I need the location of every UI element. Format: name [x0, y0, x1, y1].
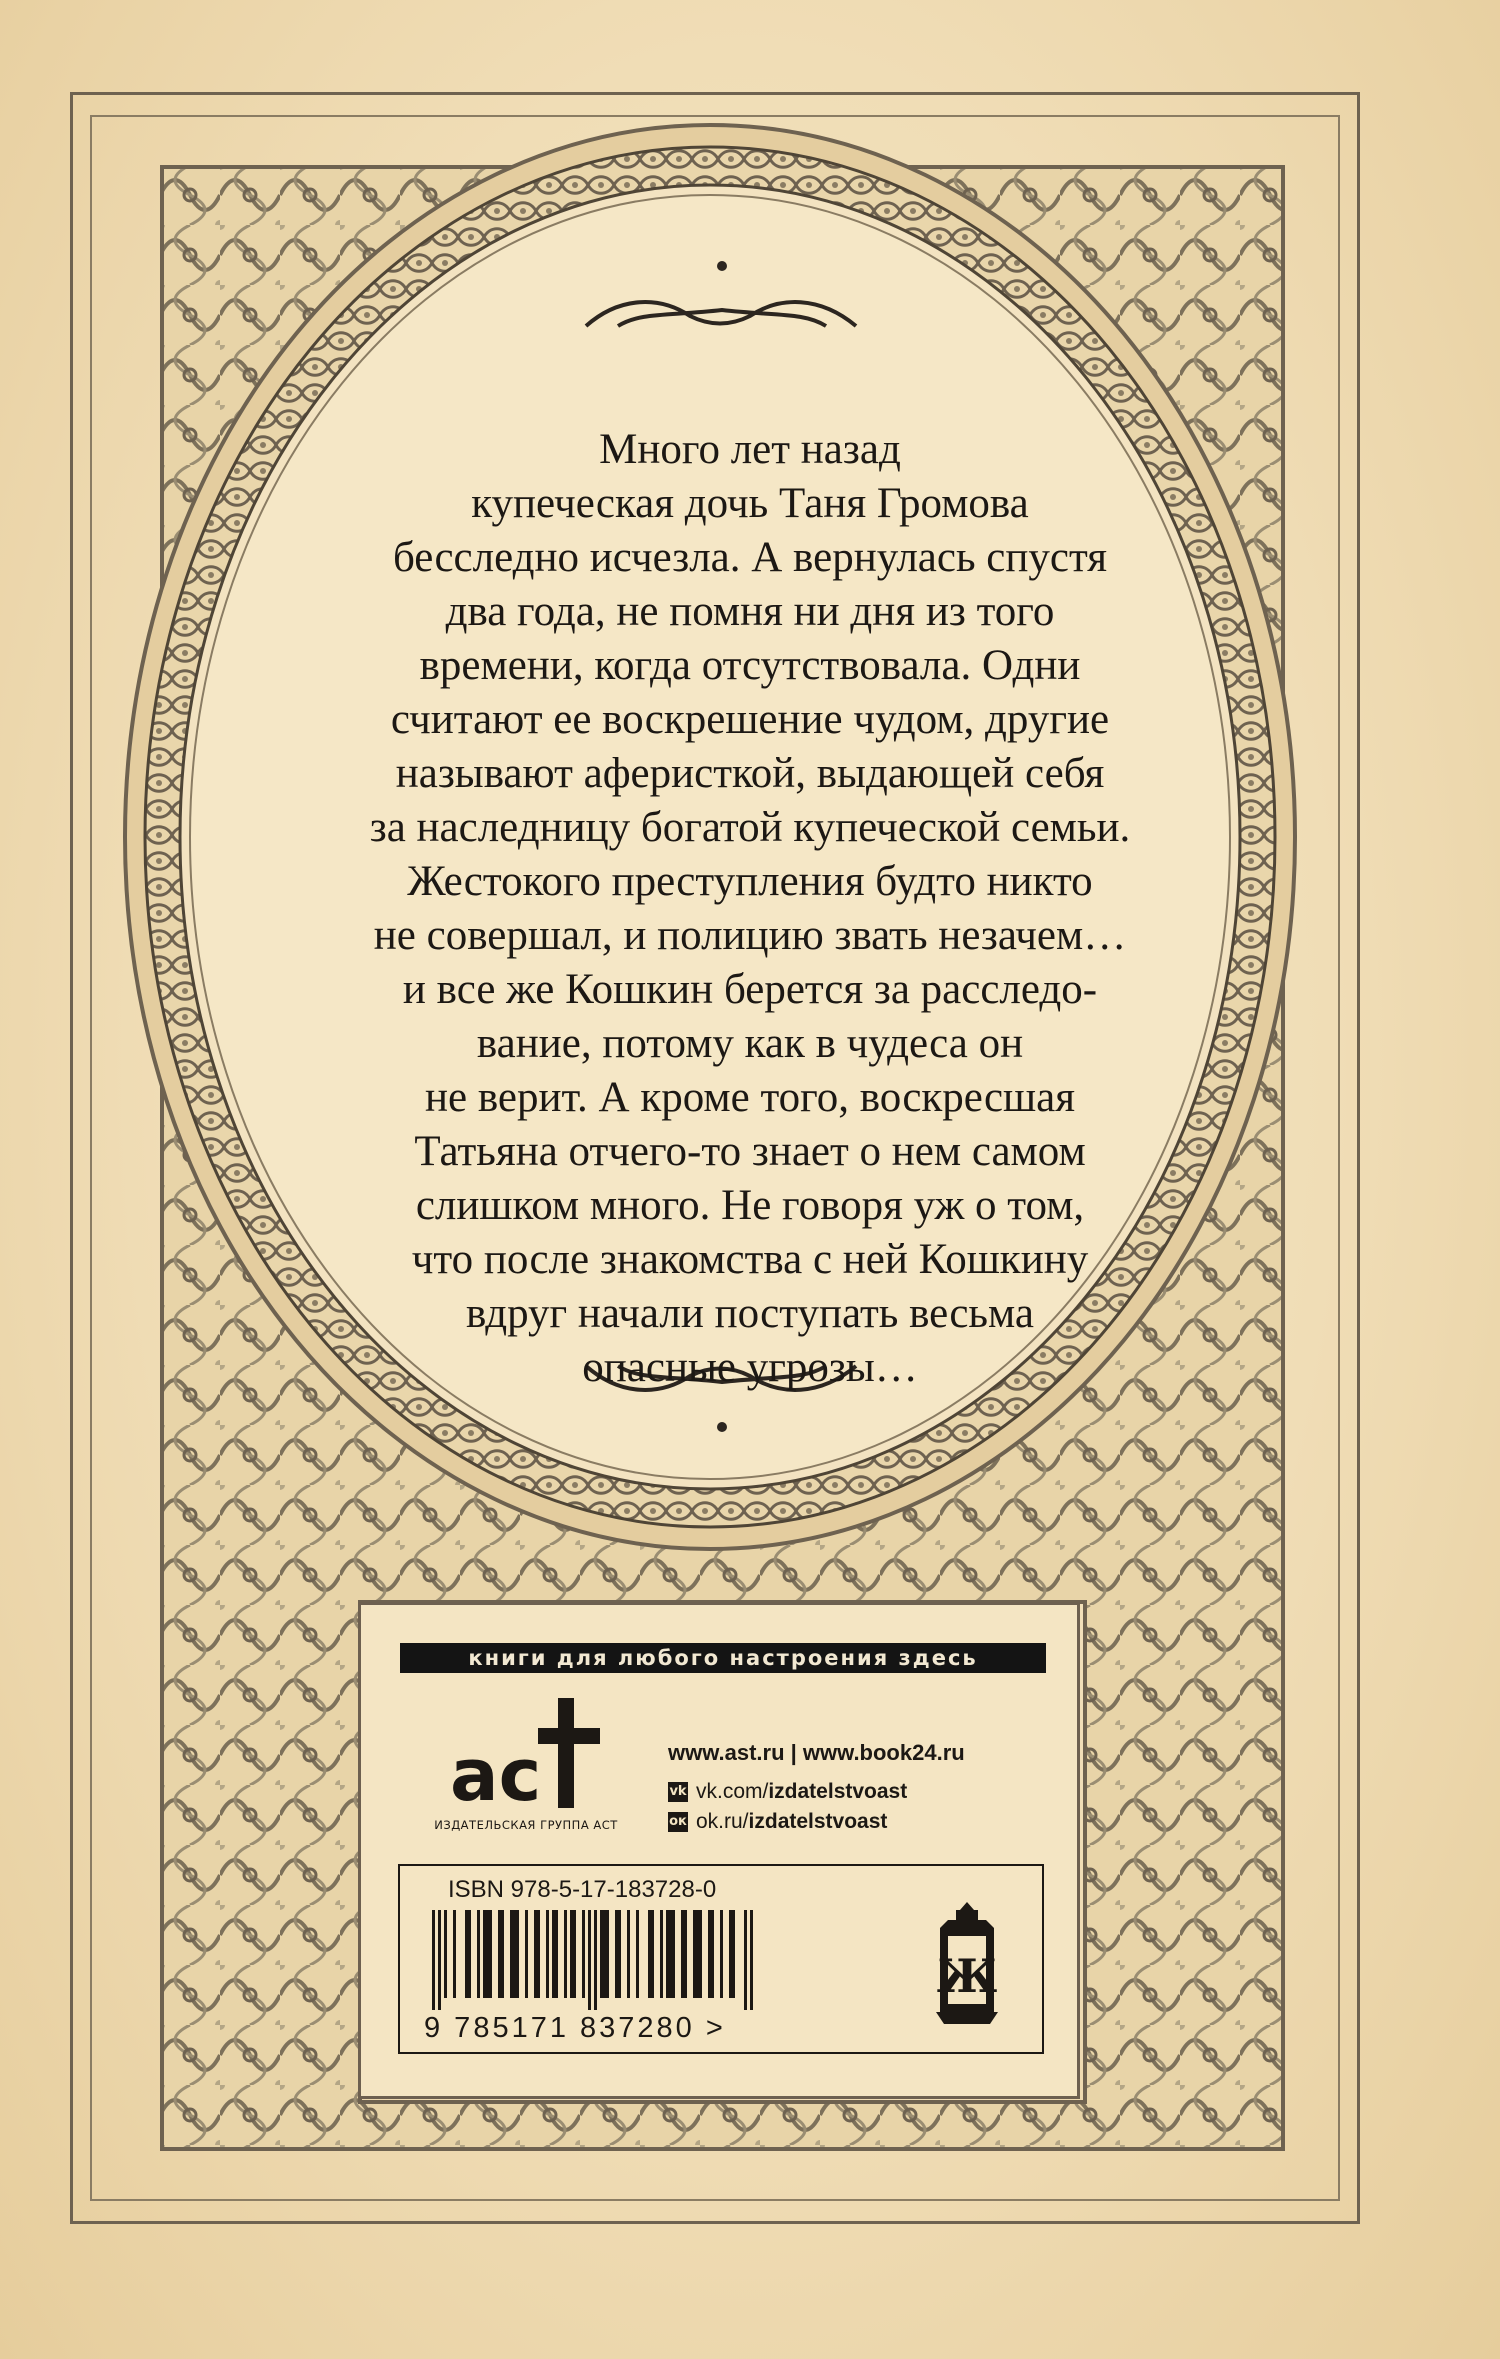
vk-link-handle: izdatelstvoast	[768, 1780, 908, 1803]
series-logo-letter: Ж	[936, 1949, 998, 2003]
ok-icon: ок	[668, 1812, 688, 1832]
bottom-dot-ornament	[717, 1422, 727, 1432]
vk-link-prefix: vk.com/	[696, 1780, 769, 1803]
blurb-line: купеческая дочь Таня Громова	[471, 480, 1029, 527]
isbn-box	[398, 1864, 1044, 2054]
top-dot-ornament	[717, 261, 727, 271]
blurb-line: считают ее воскрешение чудом, другие	[390, 696, 1110, 743]
book-blurb	[290, 423, 1210, 1395]
barcode	[428, 1910, 868, 2010]
website-links[interactable]: www.ast.ru | www.book24.ru	[668, 1740, 965, 1765]
ok-link-handle: izdatelstvoast	[748, 1810, 888, 1833]
ast-caption: ИЗДАТЕЛЬСКАЯ ГРУППА АСТ	[434, 1818, 618, 1832]
blurb-line: что после знакомства с ней Кошкину	[411, 1236, 1089, 1283]
series-lantern-logo	[930, 1900, 1004, 2028]
blurb-line: Много лет назад	[599, 426, 901, 473]
blurb-line: называют аферисткой, выдающей себя	[395, 750, 1105, 797]
publisher-links	[668, 1740, 965, 1840]
blurb-line: Жестокого преступления будто никто	[407, 858, 1093, 905]
blurb-line: слишком много. Не говоря уж о том,	[415, 1182, 1085, 1229]
ok-link[interactable]	[668, 1810, 965, 1834]
vk-icon: vk	[668, 1782, 688, 1802]
blurb-line: времени, когда отсутствовала. Одни	[419, 642, 1081, 689]
ast-logo-text: ас	[450, 1733, 542, 1817]
blurb-line: опасные угрозы…	[582, 1344, 918, 1391]
blurb-line: два года, не помня ни дня из того	[445, 588, 1055, 635]
ok-link-prefix: ok.ru/	[696, 1810, 749, 1833]
vk-link[interactable]	[668, 1780, 965, 1804]
blurb-line: не верит. А кроме того, воскресшая	[424, 1074, 1076, 1121]
blurb-line: вдруг начали поступать весьма	[465, 1290, 1035, 1337]
publisher-tagline: книги для любого настроения здесь	[400, 1643, 1046, 1673]
isbn-label: ISBN 978-5-17-183728-0	[448, 1876, 717, 1903]
blurb-line: не совершал, и полицию звать незачем…	[373, 912, 1127, 959]
blurb-line: бесследно исчезла. А вернулась спустя	[393, 534, 1107, 581]
blurb-line: за наследницу богатой купеческой семьи.	[369, 804, 1131, 851]
ast-logo	[440, 1690, 610, 1820]
blurb-line: и все же Кошкин берется за расследо-	[402, 966, 1098, 1013]
blurb-line: Татьяна отчего-то знает о нем самом	[414, 1128, 1086, 1175]
blurb-line: вание, потому как в чудеса он	[476, 1020, 1024, 1067]
barcode-number: 9 785171 837280 >	[424, 2012, 726, 2044]
